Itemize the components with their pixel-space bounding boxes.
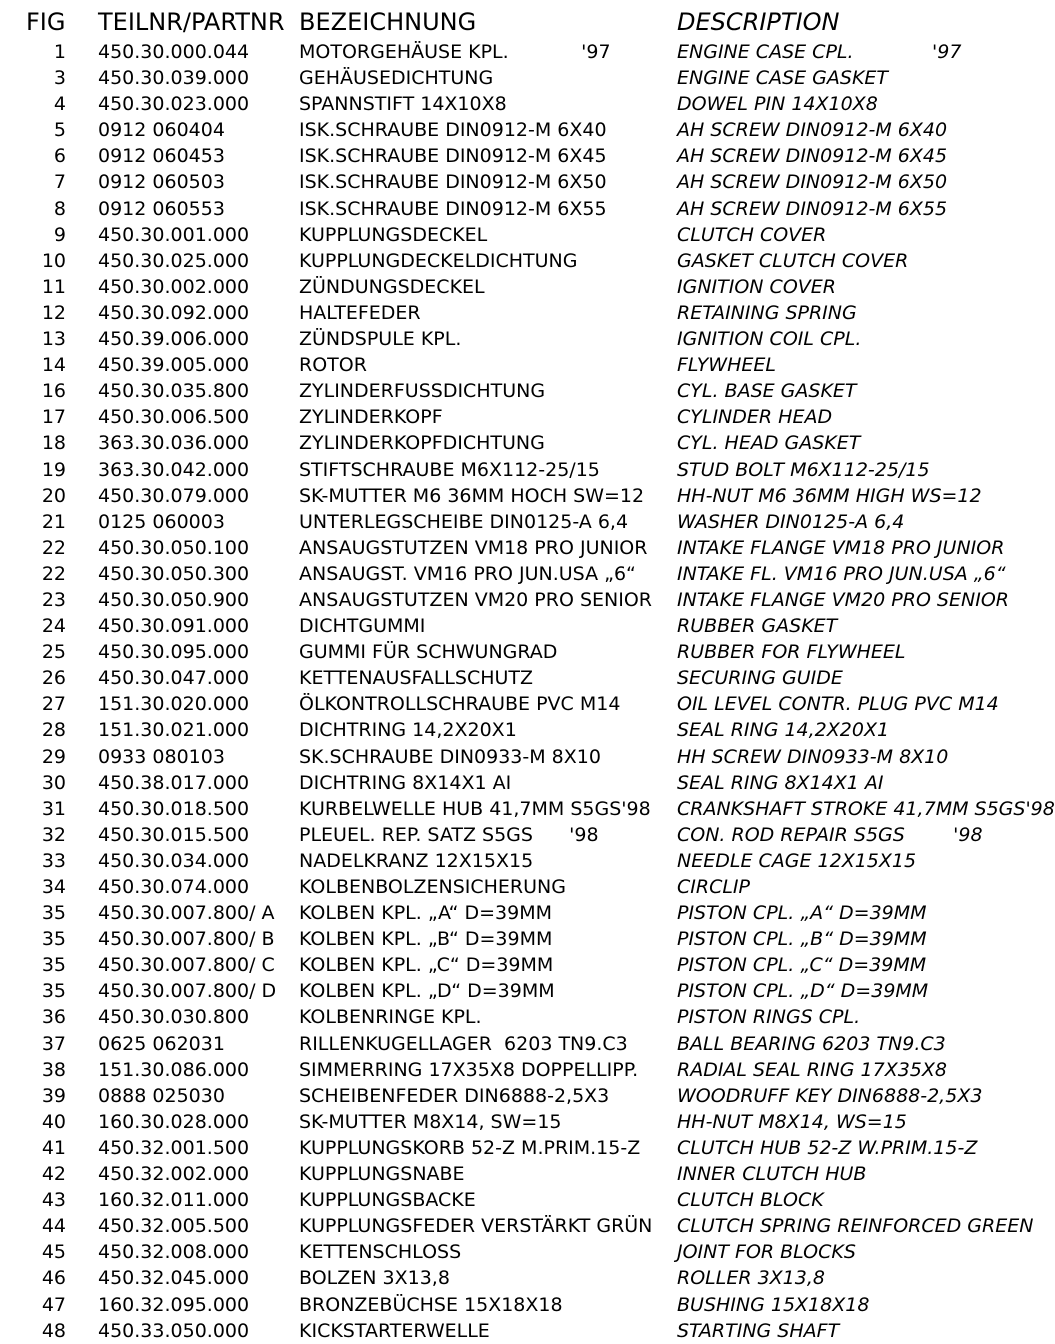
english-description: RADIAL SEAL RING 17X35X8 [677, 1058, 947, 1081]
table-row [0, 535, 1005, 561]
part-number: 450.30.050.900 [98, 588, 250, 611]
german-description: ZÜNDSPULE KPL. [299, 328, 462, 351]
part-number: 450.33.050.000 [98, 1319, 250, 1342]
german-description: KOLBENRINGE KPL. [299, 1006, 482, 1029]
table-row [0, 1135, 978, 1161]
table-row [0, 900, 956, 926]
part-number: 450.32.005.500 [98, 1215, 250, 1238]
table-row [0, 926, 956, 952]
table-row [0, 1057, 956, 1083]
english-description: AH SCREW DIN0912-M 6X40 [677, 119, 948, 142]
english-description: CIRCLIP [677, 876, 750, 898]
header-description: DESCRIPTION [677, 8, 840, 36]
german-description: ANSAUGST. VM16 PRO JUN.USA „6“ [299, 562, 636, 585]
part-number: 450.30.025.000 [98, 249, 250, 272]
table-row [0, 117, 956, 143]
fig-number: 39 [41, 1084, 66, 1107]
fig-number: 35 [41, 980, 66, 1003]
german-description: ISK.SCHRAUBE DIN0912-M 6X50 [299, 171, 607, 194]
table-row [0, 248, 956, 274]
fig-number: 17 [41, 406, 66, 429]
english-description: CLUTCH HUB 52-Z W.PRIM.15-Z [677, 1136, 978, 1159]
german-description: SCHEIBENFEDER DIN6888-2,5X3 [299, 1084, 610, 1107]
english-description: OIL LEVEL CONTR. PLUG PVC M14 [677, 693, 999, 716]
table-row [0, 196, 956, 222]
english-description: STUD BOLT M6X112-25/15 [677, 458, 930, 481]
table-row [0, 457, 956, 483]
german-description: NADELKRANZ 12X15X15 [299, 849, 534, 872]
part-number: 450.30.000.044 [98, 41, 250, 63]
table-row [0, 1161, 956, 1187]
part-number: 450.32.002.000 [98, 1163, 250, 1186]
german-description: DICHTGUMMI [299, 615, 426, 638]
part-number: 450.30.023.000 [98, 93, 250, 116]
table-row [0, 952, 956, 978]
english-description: INNER CLUTCH HUB [677, 1163, 867, 1186]
table-row [0, 1213, 1034, 1239]
table-row [0, 300, 956, 326]
table-row [0, 65, 956, 91]
english-description: RUBBER GASKET [677, 615, 838, 638]
part-number: 450.30.007.800/ B [98, 928, 275, 951]
english-description: IGNITION COIL CPL. [677, 328, 862, 351]
english-description: AH SCREW DIN0912-M 6X55 [677, 197, 948, 220]
part-number: 450.30.007.800/ A [98, 902, 275, 925]
table-row [0, 39, 962, 65]
english-description: CYL. HEAD GASKET [677, 432, 861, 455]
table-row [0, 1109, 956, 1135]
german-description: STIFTSCHRAUBE M6X112-25/15 [299, 458, 600, 481]
german-description: SIMMERRING 17X35X8 DOPPELLIPP. [299, 1058, 639, 1081]
fig-number: 28 [41, 719, 66, 742]
part-number: 450.30.002.000 [98, 275, 250, 298]
table-row [0, 691, 999, 717]
part-number: 0125 060003 [98, 510, 225, 533]
fig-number: 35 [41, 902, 66, 925]
part-number: 160.30.028.000 [98, 1110, 250, 1133]
part-number: 450.30.018.500 [98, 797, 250, 820]
english-description: PISTON CPL. „B“ D=39MM [677, 928, 927, 951]
fig-number: 22 [41, 536, 66, 559]
header-partnr: TEILNR/PARTNR [98, 8, 285, 36]
part-number: 450.38.017.000 [98, 771, 250, 794]
fig-number: 13 [41, 328, 66, 351]
fig-number: 46 [41, 1267, 66, 1290]
english-description: PISTON CPL. „C“ D=39MM [677, 954, 927, 977]
part-number: 160.32.095.000 [98, 1293, 250, 1316]
table-row [0, 274, 956, 300]
german-description: BOLZEN 3X13,8 [299, 1267, 450, 1290]
german-description: KUPPLUNGSFEDER VERSTÄRKT GRÜN [299, 1215, 653, 1238]
german-description: GUMMI FÜR SCHWUNGRAD [299, 641, 558, 664]
part-number: 151.30.020.000 [98, 693, 250, 716]
fig-number: 41 [41, 1136, 66, 1159]
german-description: KURBELWELLE HUB 41,7MM S5GS'98 [299, 797, 651, 820]
german-description: SK.SCHRAUBE DIN0933-M 8X10 [299, 745, 601, 768]
fig-number: 36 [41, 1006, 66, 1029]
part-number: 450.30.047.000 [98, 667, 250, 690]
part-number: 450.30.095.000 [98, 641, 250, 664]
part-number: 450.32.045.000 [98, 1267, 250, 1290]
german-description: KUPPLUNGSDECKEL [299, 223, 488, 246]
fig-number: 5 [53, 119, 66, 142]
german-description: KOLBEN KPL. „A“ D=39MM [299, 902, 552, 925]
english-description: STARTING SHAFT [677, 1319, 840, 1342]
part-number: 450.30.035.800 [98, 380, 250, 403]
fig-number: 12 [41, 301, 66, 324]
fig-number: 31 [41, 797, 66, 820]
table-row [0, 770, 956, 796]
part-number: 450.30.050.100 [98, 536, 250, 559]
part-number: 363.30.036.000 [98, 432, 250, 455]
part-number: 151.30.086.000 [98, 1058, 250, 1081]
english-description: BUSHING 15X18X18 [677, 1293, 870, 1316]
table-row [0, 1292, 956, 1318]
table-row [0, 1004, 956, 1030]
german-description: KETTENAUSFALLSCHUTZ [299, 667, 534, 690]
table-row [0, 404, 956, 430]
table-row [0, 91, 956, 117]
german-description: RILLENKUGELLAGER 6203 TN9.C3 [299, 1032, 628, 1055]
english-description: ENGINE CASE CPL. '97 [677, 41, 962, 63]
table-row [0, 378, 956, 404]
english-description: WOODRUFF KEY DIN6888-2,5X3 [677, 1084, 983, 1107]
part-number: 160.32.011.000 [98, 1189, 250, 1212]
fig-number: 32 [41, 823, 66, 846]
english-description: HH-NUT M8X14, WS=15 [677, 1110, 907, 1133]
german-description: HALTEFEDER [299, 301, 421, 324]
german-description: BRONZEBÜCHSE 15X18X18 [299, 1293, 563, 1316]
german-description: PLEUEL. REP. SATZ S5GS '98 [299, 823, 599, 846]
english-description: DOWEL PIN 14X10X8 [677, 93, 878, 116]
part-number: 0888 025030 [98, 1084, 225, 1107]
table-row [0, 822, 983, 848]
part-number: 450.32.008.000 [98, 1241, 250, 1264]
fig-number: 30 [41, 771, 66, 794]
fig-number: 45 [41, 1241, 66, 1264]
table-row [0, 326, 956, 352]
german-description: KUPPLUNGSBACKE [299, 1189, 476, 1212]
part-number: 450.39.005.000 [98, 354, 250, 377]
fig-number: 42 [41, 1163, 66, 1186]
german-description: KOLBENBOLZENSICHERUNG [299, 876, 566, 898]
table-row [0, 1083, 983, 1109]
part-number: 450.30.079.000 [98, 484, 250, 507]
english-description: FLYWHEEL [677, 354, 776, 377]
fig-number: 19 [41, 458, 66, 481]
table-row [0, 796, 1055, 822]
english-description: PISTON RINGS CPL. [677, 1006, 861, 1029]
fig-number: 25 [41, 641, 66, 664]
german-description: ZYLINDERFUSSDICHTUNG [299, 380, 546, 403]
table-row [0, 222, 956, 248]
german-description: SK-MUTTER M8X14, SW=15 [299, 1110, 562, 1133]
fig-number: 8 [53, 197, 66, 220]
table-row [0, 665, 956, 691]
fig-number: 37 [41, 1032, 66, 1055]
english-description: RUBBER FOR FLYWHEEL [677, 641, 906, 664]
english-description: HH SCREW DIN0933-M 8X10 [677, 745, 949, 768]
german-description: ZÜNDUNGSDECKEL [299, 275, 485, 298]
english-description: AH SCREW DIN0912-M 6X45 [677, 145, 948, 168]
english-description: INTAKE FLANGE VM20 PRO SENIOR [677, 588, 1009, 611]
german-description: KOLBEN KPL. „D“ D=39MM [299, 980, 555, 1003]
part-number: 450.30.050.300 [98, 562, 250, 585]
table-row [0, 1265, 956, 1291]
fig-number: 33 [41, 849, 66, 872]
fig-number: 11 [41, 275, 66, 298]
english-description: PISTON CPL. „A“ D=39MM [677, 902, 927, 925]
part-number: 0912 060453 [98, 145, 225, 168]
english-description: PISTON CPL. „D“ D=39MM [677, 980, 929, 1003]
english-description: HH-NUT M6 36MM HIGH WS=12 [677, 484, 982, 507]
table-row [0, 978, 956, 1004]
table-row [0, 874, 956, 900]
part-number: 450.30.015.500 [98, 823, 250, 846]
german-description: KETTENSCHLOSS [299, 1241, 462, 1264]
german-description: KUPPLUNGDECKELDICHTUNG [299, 249, 578, 272]
fig-number: 43 [41, 1189, 66, 1212]
part-number: 450.30.001.000 [98, 223, 250, 246]
part-number: 450.30.007.800/ D [98, 980, 277, 1003]
german-description: KOLBEN KPL. „B“ D=39MM [299, 928, 553, 951]
fig-number: 47 [41, 1293, 66, 1316]
english-description: GASKET CLUTCH COVER [677, 249, 909, 272]
fig-number: 29 [41, 745, 66, 768]
german-description: KUPPLUNGSKORB 52-Z M.PRIM.15-Z [299, 1136, 641, 1159]
fig-number: 14 [41, 354, 66, 377]
german-description: ZYLINDERKOPFDICHTUNG [299, 432, 545, 455]
table-row [0, 639, 956, 665]
part-number: 450.30.007.800/ C [98, 954, 275, 977]
table-row [0, 1239, 956, 1265]
header-bezeichnung: BEZEICHNUNG [299, 8, 477, 36]
fig-number: 18 [41, 432, 66, 455]
fig-number: 44 [41, 1215, 66, 1238]
table-row [0, 143, 956, 169]
table-row [0, 1318, 956, 1344]
german-description: SPANNSTIFT 14X10X8 [299, 93, 507, 116]
english-description: INTAKE FLANGE VM18 PRO JUNIOR [677, 536, 1005, 559]
part-number: 0912 060553 [98, 197, 225, 220]
fig-number: 7 [53, 171, 66, 194]
part-number: 450.30.091.000 [98, 615, 250, 638]
table-row [0, 744, 956, 770]
english-description: ENGINE CASE GASKET [677, 67, 889, 90]
part-number: 0933 080103 [98, 745, 225, 768]
english-description: AH SCREW DIN0912-M 6X50 [677, 171, 948, 194]
english-description: CON. ROD REPAIR S5GS '98 [677, 823, 983, 846]
english-description: NEEDLE CAGE 12X15X15 [677, 849, 917, 872]
fig-number: 27 [41, 693, 66, 716]
parts-table [0, 39, 1055, 1344]
column-header-row [0, 8, 956, 42]
part-number: 450.39.006.000 [98, 328, 250, 351]
english-description: SEAL RING 14,2X20X1 [677, 719, 890, 742]
part-number: 450.30.034.000 [98, 849, 250, 872]
english-description: INTAKE FL. VM16 PRO JUN.USA „6“ [677, 562, 1006, 585]
table-row [0, 1031, 956, 1057]
fig-number: 1 [53, 41, 66, 63]
table-row [0, 169, 956, 195]
english-description: CLUTCH SPRING REINFORCED GREEN [677, 1215, 1034, 1238]
german-description: MOTORGEHÄUSE KPL. '97 [299, 41, 611, 63]
part-number: 0912 060404 [98, 119, 225, 142]
fig-number: 3 [53, 67, 66, 90]
fig-number: 10 [41, 249, 66, 272]
german-description: SK-MUTTER M6 36MM HOCH SW=12 [299, 484, 645, 507]
part-number: 450.30.006.500 [98, 406, 250, 429]
table-row [0, 352, 956, 378]
fig-number: 38 [41, 1058, 66, 1081]
german-description: ISK.SCHRAUBE DIN0912-M 6X55 [299, 197, 607, 220]
english-description: CYLINDER HEAD [677, 406, 833, 429]
fig-number: 20 [41, 484, 66, 507]
fig-number: 6 [53, 145, 66, 168]
table-row [0, 613, 956, 639]
fig-number: 48 [41, 1319, 66, 1342]
part-number: 0625 062031 [98, 1032, 225, 1055]
table-row [0, 848, 956, 874]
german-description: ISK.SCHRAUBE DIN0912-M 6X45 [299, 145, 607, 168]
fig-number: 40 [41, 1110, 66, 1133]
german-description: KICKSTARTERWELLE [299, 1319, 490, 1342]
part-number: 450.32.001.500 [98, 1136, 250, 1159]
english-description: IGNITION COVER [677, 275, 836, 298]
fig-number: 9 [53, 223, 66, 246]
german-description: ANSAUGSTUTZEN VM20 PRO SENIOR [299, 588, 653, 611]
fig-number: 35 [41, 928, 66, 951]
fig-number: 22 [41, 562, 66, 585]
german-description: ZYLINDERKOPF [299, 406, 443, 429]
fig-number: 34 [41, 876, 66, 898]
german-description: ISK.SCHRAUBE DIN0912-M 6X40 [299, 119, 607, 142]
table-row [0, 717, 956, 743]
fig-number: 24 [41, 615, 66, 638]
german-description: KUPPLUNGSNABE [299, 1163, 465, 1186]
english-description: SECURING GUIDE [677, 667, 843, 690]
english-description: CRANKSHAFT STROKE 41,7MM S5GS'98 [677, 797, 1055, 820]
table-row [0, 587, 1009, 613]
part-number: 0912 060503 [98, 171, 225, 194]
english-description: CLUTCH COVER [677, 223, 827, 246]
german-description: DICHTRING 14,2X20X1 [299, 719, 517, 742]
header-fig: FIG [26, 8, 66, 36]
fig-number: 16 [41, 380, 66, 403]
english-description: JOINT FOR BLOCKS [677, 1241, 856, 1264]
fig-number: 23 [41, 588, 66, 611]
english-description: ROLLER 3X13,8 [677, 1267, 825, 1290]
part-number: 450.30.039.000 [98, 67, 250, 90]
german-description: UNTERLEGSCHEIBE DIN0125-A 6,4 [299, 510, 629, 533]
german-description: ÖLKONTROLLSCHRAUBE PVC M14 [299, 693, 621, 716]
english-description: CYL. BASE GASKET [677, 380, 857, 403]
german-description: KOLBEN KPL. „C“ D=39MM [299, 954, 554, 977]
part-number: 450.30.030.800 [98, 1006, 250, 1029]
table-row [0, 509, 956, 535]
table-row [0, 430, 956, 456]
fig-number: 35 [41, 954, 66, 977]
english-description: CLUTCH BLOCK [677, 1189, 824, 1212]
english-description: WASHER DIN0125-A 6,4 [677, 510, 905, 533]
english-description: RETAINING SPRING [677, 301, 857, 324]
german-description: GEHÄUSEDICHTUNG [299, 67, 494, 90]
part-number: 450.30.074.000 [98, 876, 250, 898]
german-description: DICHTRING 8X14X1 AI [299, 771, 512, 794]
german-description: ROTOR [299, 354, 367, 377]
part-number: 363.30.042.000 [98, 458, 250, 481]
table-row [0, 483, 982, 509]
english-description: SEAL RING 8X14X1 AI [677, 771, 884, 794]
table-row [0, 561, 1006, 587]
fig-number: 21 [41, 510, 66, 533]
part-number: 450.30.092.000 [98, 301, 250, 324]
english-description: BALL BEARING 6203 TN9.C3 [677, 1032, 946, 1055]
fig-number: 26 [41, 667, 66, 690]
table-row [0, 1187, 956, 1213]
part-number: 151.30.021.000 [98, 719, 250, 742]
german-description: ANSAUGSTUTZEN VM18 PRO JUNIOR [299, 536, 648, 559]
fig-number: 4 [53, 93, 66, 116]
